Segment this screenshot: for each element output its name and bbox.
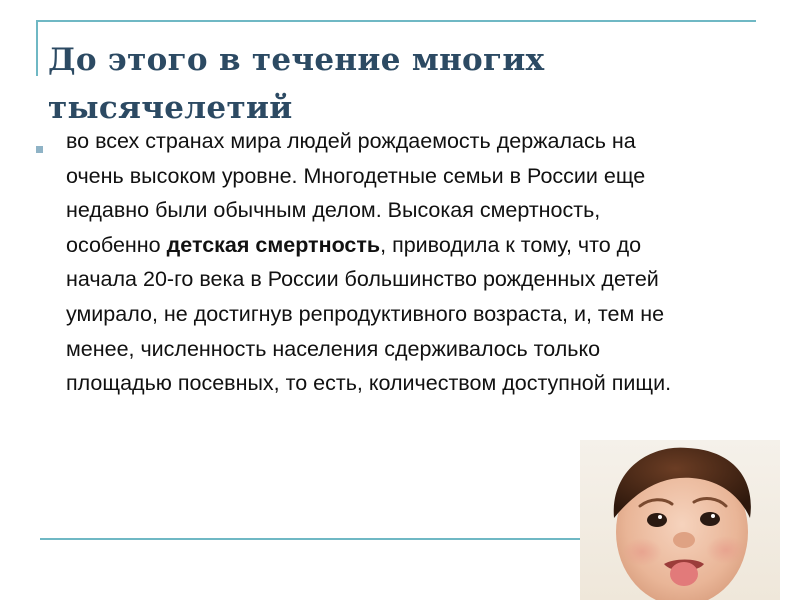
right-cheek [706,536,746,564]
frame-line-top [36,20,756,22]
bullet-bold-term: детская смертность [166,232,381,257]
slide-title: До этого в течение многих тысячелетий [48,42,545,126]
left-cheek [622,538,662,566]
frame-line-bottom [40,538,586,540]
nose [673,532,695,548]
frame-line-left [36,20,38,76]
tongue [670,562,698,586]
square-bullet-icon [36,146,43,153]
left-eye [647,513,667,527]
bullet-paragraph [66,124,696,401]
baby-illustration [580,440,780,600]
right-eye-glint [711,514,715,518]
left-eye-glint [658,515,662,519]
bullet-text-end: , приводила к тому, что до начала 20-го века в России большинство рожденных детей умирало, не достигнув репродуктивного возраста, и, тем не менее, численность населения сдерживалось только площадью посевных, то есть, количеством доступной пищи. [66,232,672,396]
right-eye [700,512,720,526]
baby-photo [580,440,780,600]
bullet-text-start: во всех странах мира людей рождаемость держалась на очень высоком уровне. Многодетные семьи в России еще недавно были обычным делом. Высокая смертность, особенно [66,129,646,257]
